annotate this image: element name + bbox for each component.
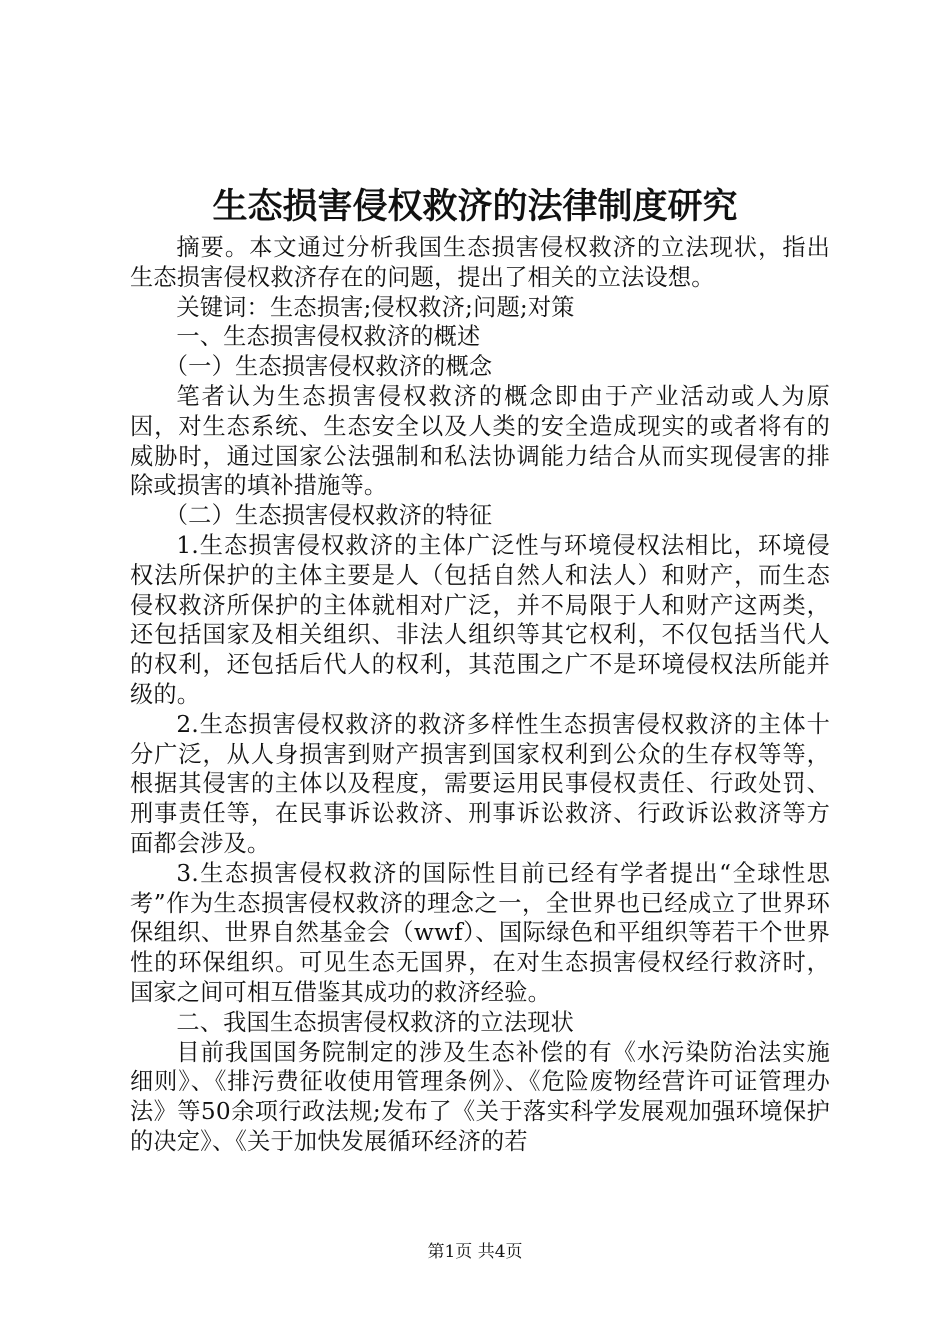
body-paragraph: 笔者认为生态损害侵权救济的概念即由于产业活动或人为原因，对生态系统、生态安全以及人类的安全造成现实的或者将有的威胁时，通过国家公法强制和私法协调能力结合从而实现侵害的排除或损害的填补措施等。 bbox=[130, 382, 830, 500]
section-heading-1: 一、生态损害侵权救济的概述 bbox=[176, 323, 481, 351]
body-paragraph: 2.生态损害侵权救济的救济多样性生态损害侵权救济的主体十分广泛，从人身损害到财产损害到国家权利到公众的生存权等等，根据其侵害的主体以及程度，需要运用民事侵权责任、行政处罚、刑事责任等，在民事诉讼救济、刑事诉讼救济、行政诉讼救济等方面都会涉及。 bbox=[130, 710, 830, 857]
body-paragraph: 3.生态损害侵权救济的国际性目前已经有学者提出“全球性思考”作为生态损害侵权救济的理念之一，全世界也已经成立了世界环保组织、世界自然基金会（wwf）、国际绿色和平组织等若干个世界性的环保组织。可见生态无国界，在对生态损害侵权经行救济时，国家之间可相互借鉴其成功的救济经验。 bbox=[130, 859, 830, 1006]
document-body bbox=[130, 233, 830, 1157]
abstract-paragraph: 摘要。本文通过分析我国生态损害侵权救济的立法现状，指出生态损害侵权救济存在的问题，提出了相关的立法设想。 bbox=[130, 234, 830, 291]
body-paragraph: 目前我国国务院制定的涉及生态补偿的有《水污染防治法实施细则》、《排污费征收使用管理条例》、《危险废物经营许可证管理办法》等50余项行政法规;发布了《关于落实科学发展观加强环境保护的决定》、《关于加快发展循环经济的若 bbox=[130, 1038, 830, 1155]
page-footer: 第1页 共4页 bbox=[427, 1242, 523, 1262]
section-heading-2: 二、我国生态损害侵权救济的立法现状 bbox=[176, 1008, 574, 1036]
keywords-paragraph: 关键词：生态损害;侵权救济;问题;对策 bbox=[176, 293, 575, 321]
document-title: 生态损害侵权救济的法律制度研究 bbox=[212, 186, 738, 227]
subsection-heading-1-2: （二）生态损害侵权救济的特征 bbox=[164, 502, 493, 530]
body-paragraph: 1.生态损害侵权救济的主体广泛性与环境侵权法相比，环境侵权法所保护的主体主要是人（包括自然人和法人）和财产，而生态侵权救济所保护的主体就相对广泛，并不局限于人和财产这两类，还包括国家及相关组织、非法人组织等其它权利，不仅包括当代人的权利，还包括后代人的权利，其范围之广不是环境侵权法所能并级的。 bbox=[130, 531, 830, 708]
subsection-heading-1-1: （一）生态损害侵权救济的概念 bbox=[164, 353, 493, 381]
